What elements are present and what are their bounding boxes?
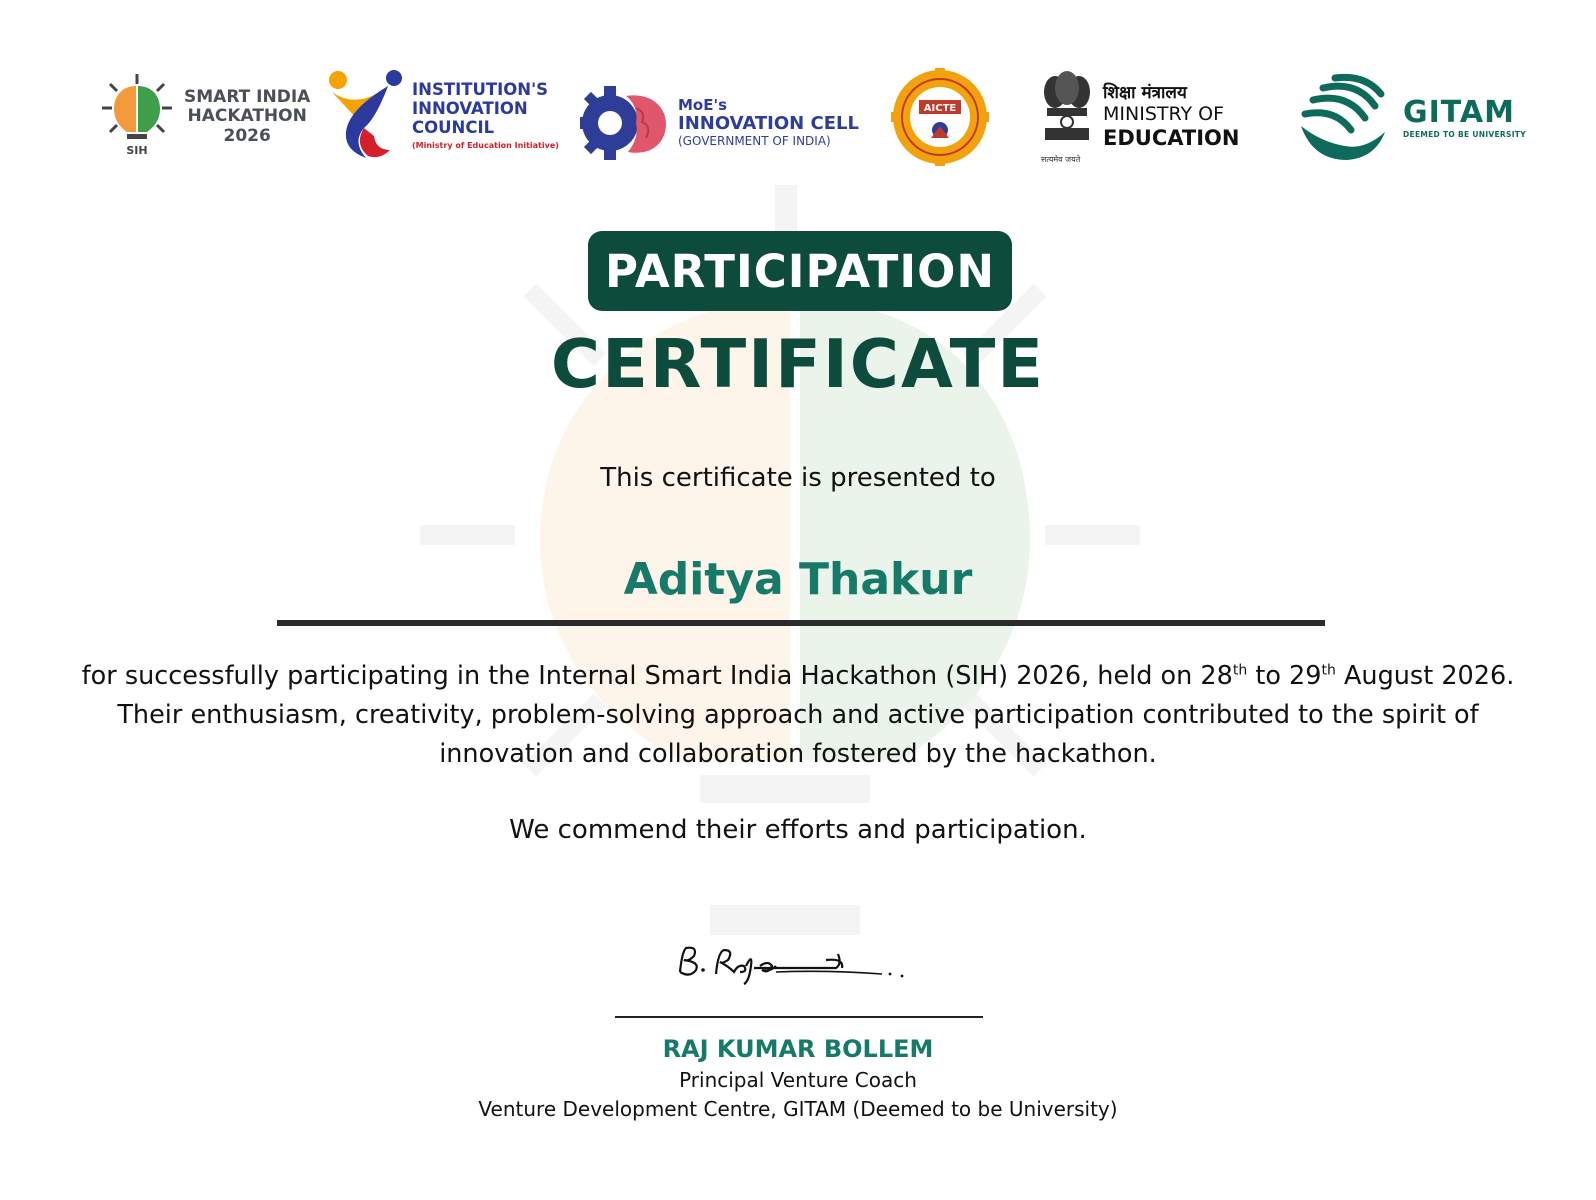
handwritten-signature [676,938,916,988]
signature-line [615,1016,983,1018]
commend-text: We commend their efforts and participation. [509,815,1087,845]
ministry-text [1103,84,1239,150]
participation-label: PARTICIPATION [604,244,996,298]
recipient-underline [277,620,1325,626]
brain-gear-icon [580,82,668,164]
gitam-name: GITAM [1403,95,1515,131]
ordinal-suffix-2: th [1321,662,1336,679]
body-line-3: innovation and collaboration fostered by the hackathon. [439,739,1157,769]
moe-innovation-cell-logo [580,82,859,164]
ordinal-suffix-1: th [1232,662,1248,679]
ministry-of-education-logo [1041,70,1239,164]
sih-bulb-icon [98,72,176,162]
sih-logo [98,72,310,162]
body-part-3: August 2026. [1335,661,1515,691]
svg-text:AICTE: AICTE [923,103,957,114]
participation-badge [588,231,1012,311]
recipient-name: Aditya Thakur [623,554,973,605]
signatory-title: Principal Venture Coach [679,1068,917,1092]
iic-subtitle: (Ministry of Education Initiative) [412,141,559,151]
emblem-caption: सत्यमेव जयते [1041,155,1081,164]
iic-line-1: INSTITUTION'S [412,80,549,100]
signatory-organization: Venture Development Centre, GITAM (Deemed to be University) [478,1097,1118,1121]
moe-cell-text [678,97,859,149]
iic-emblem-icon [328,70,402,162]
body-line-1 [40,657,1556,696]
lion-capital-icon [1041,70,1093,152]
gitam-text [1403,96,1526,139]
gitam-logo [1295,70,1526,166]
iic-logo [328,70,559,162]
moe-cell-line-3: (GOVERNMENT OF INDIA) [678,134,831,149]
gitam-bird-icon [1295,70,1391,166]
aicte-logo [891,68,989,166]
moe-cell-line-1: MoE's [678,96,727,115]
body-line-2: Their enthusiasm, creativity, problem-solving approach and active participation contributed to the spirit of [117,700,1479,730]
gitam-tagline: DEEMED TO BE UNIVERSITY [1403,129,1526,139]
ministry-line-1: MINISTRY OF [1103,102,1224,125]
svg-text:SIH: SIH [126,144,148,157]
certificate-title: CERTIFICATE [550,325,1046,403]
iic-line-2: INNOVATION [412,99,528,119]
certificate-body [40,657,1556,774]
sih-line-3: 2026 [223,125,271,146]
body-part-2: to 29 [1247,661,1322,691]
body-part-1: for successfully participating in the Internal Smart India Hackathon (SIH) 2026, held on 28 [81,661,1233,691]
sih-line-2: HACKATHON [187,106,307,127]
sih-logo-text [184,88,310,147]
national-emblem [1041,70,1093,164]
ministry-hindi: शिक्षा मंत्रालय [1103,83,1187,104]
iic-line-3: COUNCIL [412,118,495,138]
aicte-gear-emblem-icon [891,68,989,166]
signatory-name: RAJ KUMAR BOLLEM [662,1035,934,1063]
ministry-line-2: EDUCATION [1103,125,1240,150]
iic-logo-text [412,81,559,150]
sih-line-1: SMART INDIA [184,86,311,107]
presented-to-text: This certificate is presented to [600,463,996,493]
moe-cell-line-2: INNOVATION CELL [678,113,859,135]
